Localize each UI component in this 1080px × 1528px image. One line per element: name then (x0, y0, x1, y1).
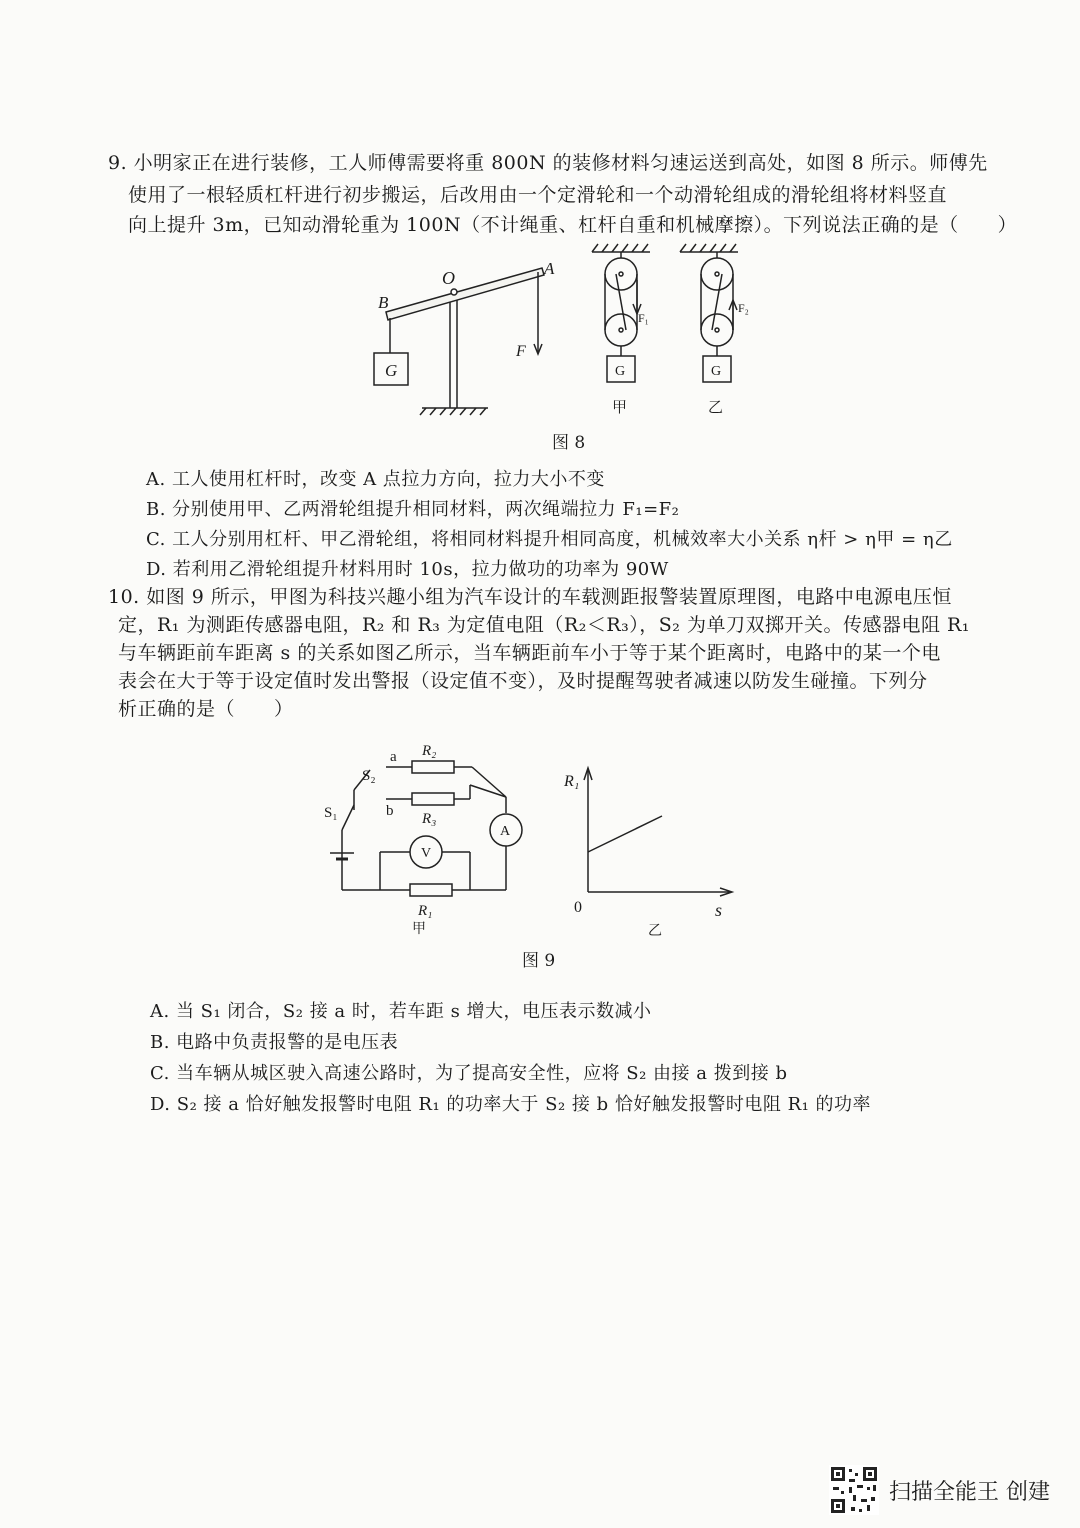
q10-option-d: D. S₂ 接 a 恰好触发报警时电阻 R₁ 的功率大于 S₂ 接 b 恰好触发报警时电阻 R₁ 的功率 (150, 1094, 872, 1115)
circuit-label-ammeter: A (500, 824, 511, 839)
q10-option-c: C. 当车辆从城区驶入高速公路时，为了提高安全性，应将 S₂ 由接 a 拨到接 b (150, 1063, 788, 1084)
q9-line-1: 9. 小明家正在进行装修，工人师傅需要将重 800N 的装修材料匀速运送到高处，如图 8 所示。师傅先 (108, 152, 988, 174)
figure-9-graph (560, 760, 760, 940)
q9-option-b: B. 分别使用甲、乙两滑轮组提升相同材料，两次绳端拉力 F₁=F₂ (146, 499, 680, 520)
pulley-jia-name: 甲 (612, 400, 628, 416)
circuit-label-r2: R₂ (422, 743, 437, 759)
circuit-label-s2: S₂ (362, 768, 376, 784)
figure-9-circuit (320, 735, 540, 935)
lever-label-g: G (385, 361, 398, 380)
circuit-label-voltmeter: V (421, 846, 432, 861)
lever-label-f: F (516, 343, 526, 360)
q10-option-b: B. 电路中负责报警的是电压表 (150, 1032, 399, 1053)
scanner-watermark (829, 1465, 1050, 1515)
figure-8-caption: 图 8 (552, 433, 586, 453)
q10-line-5: 析正确的是（ ） (118, 698, 294, 720)
circuit-label-r1: R₁ (418, 903, 433, 919)
q9-option-c: C. 工人分别用杠杆、甲乙滑轮组，将相同材料提升相同高度，机械效率大小关系 η杆 > η甲 = η乙 (146, 529, 953, 550)
circuit-label-a: a (390, 749, 397, 765)
graph-origin: 0 (574, 899, 582, 916)
q10-line-3: 与车辆距前车距离 s 的关系如图乙所示，当车辆距前车小于等于某个距离时，电路中的某一个电 (118, 642, 941, 664)
pulley-yi-weight: G (711, 364, 722, 379)
circuit-name: 甲 (412, 922, 426, 937)
figure-9-caption: 图 9 (522, 951, 556, 971)
pulley-yi-force: F₂ (738, 301, 749, 315)
circuit-label-b: b (386, 803, 394, 819)
q9-line-2: 使用了一根轻质杠杆进行初步搬运，后改用由一个定滑轮和一个动滑轮组成的滑轮组将材料竖直 (128, 184, 948, 206)
graph-xlabel: s (715, 900, 723, 920)
q10-line-4: 表会在大于等于设定值时发出警报（设定值不变），及时提醒驾驶者减速以防发生碰撞。下列分 (118, 670, 928, 692)
pulley-yi-name: 乙 (708, 400, 724, 416)
q9-line-3: 向上提升 3m，已知动滑轮重为 100N（不计绳重、杠杆自重和机械摩擦）。下列说法正确的是（ ） (128, 214, 1018, 236)
q10-option-a: A. 当 S₁ 闭合，S₂ 接 a 时，若车距 s 增大，电压表示数减小 (150, 1001, 652, 1022)
watermark-text: 扫描全能王 创建 (889, 1479, 1050, 1505)
q10-line-1: 10. 如图 9 所示，甲图为科技兴趣小组为汽车设计的车载测距报警装置原理图，电路中电源电压恒 (108, 586, 952, 608)
circuit-label-r3: R₃ (422, 811, 437, 827)
lever-label-a: A (544, 259, 555, 278)
lever-label-b: B (378, 293, 389, 312)
pulley-jia-force: F₁ (638, 311, 649, 325)
q9-option-d: D. 若利用乙滑轮组提升材料用时 10s，拉力做功的功率为 90W (146, 559, 669, 580)
lever-label-o: O (442, 268, 455, 288)
graph-name: 乙 (648, 924, 662, 939)
q10-line-2: 定，R₁ 为测距传感器电阻，R₂ 和 R₃ 为定值电阻（R₂＜R₃），S₂ 为单刀双掷开关。传感器电阻 R₁ (118, 614, 970, 636)
qr-code-icon (829, 1465, 879, 1515)
q9-option-a: A. 工人使用杠杆时，改变 A 点拉力方向，拉力大小不变 (146, 469, 605, 490)
pulley-jia-weight: G (615, 364, 626, 379)
graph-ylabel: R₁ (564, 773, 580, 790)
circuit-label-s1: S₁ (324, 805, 338, 821)
figure-8-lever (360, 240, 920, 430)
